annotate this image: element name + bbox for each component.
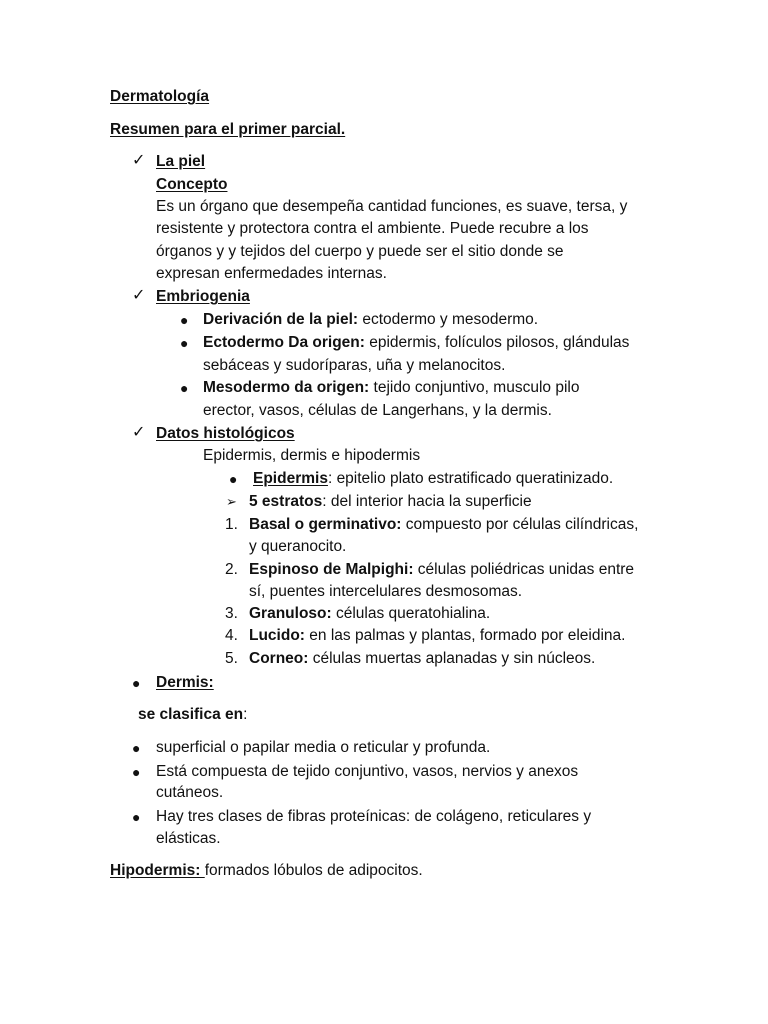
section-heading-la-piel: La piel [156,153,206,170]
dermis-list-item: superficial o papilar media o reticular y profunda. [156,739,491,756]
dermis-list-item-continuation: elásticas. [156,830,221,847]
checkmark-icon: ✓ [132,152,146,169]
list-item: Derivación de la piel: ectodermo y mesodermo. [203,311,539,328]
estrato-item: Espinoso de Malpighi: células poliédricas unidas entre [249,561,635,578]
bullet-icon: ● [132,809,141,825]
bullet-icon: ● [180,312,189,328]
bullet-icon: ● [229,471,238,487]
bullet-icon: ● [132,764,141,780]
dermis-heading: Dermis: [156,674,214,691]
list-number: 1. [225,516,238,533]
bullet-icon: ● [132,740,141,756]
concepto-text-line: órganos y y tejidos del cuerpo y puede ser el sitio donde se [156,243,564,260]
list-item: Mesodermo da origen: tejido conjuntivo, musculo pilo [203,379,580,396]
section-heading-embriogenia: Embriogenia [156,288,250,305]
bullet-icon: ● [180,335,189,351]
bullet-icon: ● [132,675,141,691]
list-number: 2. [225,561,238,578]
document-title: Dermatología [110,88,210,105]
estratos-item: 5 estratos: del interior hacia la superficie [249,493,532,510]
epidermis-item: Epidermis: epitelio plato estratificado queratinizado. [253,470,614,487]
bullet-icon: ● [180,380,189,396]
list-number: 3. [225,605,238,622]
list-number: 4. [225,627,238,644]
list-number: 5. [225,650,238,667]
list-item: Ectodermo Da origen: epidermis, folículos pilosos, glándulas [203,334,630,351]
estrato-item: Corneo: células muertas aplanadas y sin núcleos. [249,650,596,667]
concepto-text-line: Es un órgano que desempeña cantidad funciones, es suave, tersa, y [156,198,628,215]
section-heading-datos-histologicos: Datos histológicos [156,425,295,442]
checkmark-icon: ✓ [132,424,146,441]
dermis-list-item: Hay tres clases de fibras proteínicas: de colágeno, reticulares y [156,808,592,825]
concepto-text-line: expresan enfermedades internas. [156,265,387,282]
estrato-item: Basal o germinativo: compuesto por células cilíndricas, [249,516,639,533]
list-item-continuation: erector, vasos, células de Langerhans, y la dermis. [203,402,552,419]
estrato-item: Granuloso: células queratohialina. [249,605,491,622]
estrato-item: Lucido: en las palmas y plantas, formado por eleidina. [249,627,626,644]
histology-intro: Epidermis, dermis e hipodermis [203,447,421,464]
dermis-list-item-continuation: cutáneos. [156,784,224,801]
list-item-continuation: sebáceas y sudoríparas, uña y melanocitos. [203,357,506,374]
arrow-bullet-icon: ➢ [226,494,237,509]
dermis-list-item: Está compuesta de tejido conjuntivo, vasos, nervios y anexos [156,763,579,780]
concepto-heading: Concepto [156,176,228,193]
checkmark-icon: ✓ [132,287,146,304]
estrato-item-continuation: sí, puentes intercelulares desmosomas. [249,583,523,600]
estrato-item-continuation: y queranocito. [249,538,347,555]
clasifica-label: se clasifica en: [138,706,248,723]
hipodermis-line: Hipodermis: formados lóbulos de adipocitos. [110,862,423,879]
concepto-text-line: resistente y protectora contra el ambiente. Puede recubre a los [156,220,589,237]
document-subtitle: Resumen para el primer parcial. [110,121,346,138]
